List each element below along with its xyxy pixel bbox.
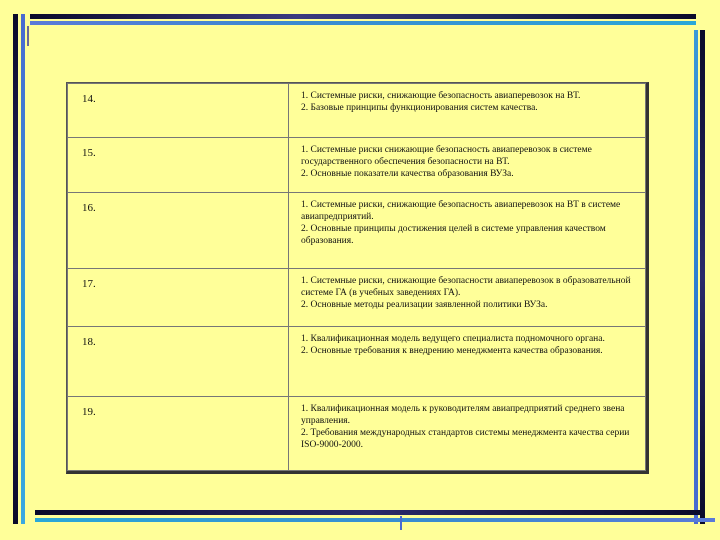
table-row — [68, 397, 646, 471]
question-line: 1. Квалификационная модель ведущего специалиста подномочного органа. — [301, 334, 605, 344]
top-decorative-bar-blue — [30, 21, 696, 25]
bottom-decorative-bar-blue — [35, 518, 715, 522]
question-line: 2. Требования международных стандартов системы менеджмента качества серии ISO-9000-2000. — [301, 428, 630, 450]
row-number: 18. — [68, 327, 289, 397]
question-line: 2. Основные показатели качества образования ВУЗа. — [301, 169, 514, 179]
row-number: 17. — [68, 269, 289, 327]
row-content — [289, 269, 646, 327]
question-line: 1. Системные риски, снижающие безопасность авиаперевозок на ВТ в системе авиапредприятий. — [301, 200, 621, 222]
question-line: 2. Основные принципы достижения целей в системе управления качеством образования. — [301, 224, 606, 246]
table-row — [68, 327, 646, 397]
table-row — [68, 193, 646, 269]
question-line: 1. Системные риски, снижающие безопасность авиаперевозок на ВТ. — [301, 91, 581, 101]
table-row — [68, 138, 646, 193]
row-content — [289, 84, 646, 138]
right-decorative-bar-blue — [694, 30, 698, 524]
question-line: 1. Системные риски, снижающие безопасности авиаперевозок в образовательной системе ГА (в учебных заведениях ГА). — [301, 276, 631, 298]
top-decorative-bar-dark — [30, 14, 696, 19]
questions-table — [66, 82, 649, 474]
question-line: 1. Системные риски снижающие безопасность авиаперевозок в системе государственного обеспечения безопасности на ВТ. — [301, 145, 592, 167]
row-number: 16. — [68, 193, 289, 269]
table-row — [68, 269, 646, 327]
right-decorative-bar-dark — [700, 30, 705, 524]
left-decorative-bar-blue — [21, 14, 25, 524]
row-content — [289, 327, 646, 397]
row-content — [289, 193, 646, 269]
question-line: 2. Основные требования к внедрению менеджмента качества образования. — [301, 346, 603, 356]
question-line: 2. Базовые принципы функционирования систем качества. — [301, 103, 538, 113]
row-content — [289, 397, 646, 471]
question-line: 1. Квалификационная модель к руководителям авиапредприятий среднего звена управления. — [301, 404, 625, 426]
row-content — [289, 138, 646, 193]
row-number: 19. — [68, 397, 289, 471]
left-decorative-bar-dark — [13, 14, 18, 524]
bottom-decorative-tick — [400, 516, 402, 530]
bottom-decorative-bar-dark — [35, 510, 701, 515]
row-number: 14. — [68, 84, 289, 138]
row-number: 15. — [68, 138, 289, 193]
left-decorative-tick — [27, 26, 29, 46]
table-row — [68, 84, 646, 138]
question-line: 2. Основные методы реализации заявленной политики ВУЗа. — [301, 300, 548, 310]
